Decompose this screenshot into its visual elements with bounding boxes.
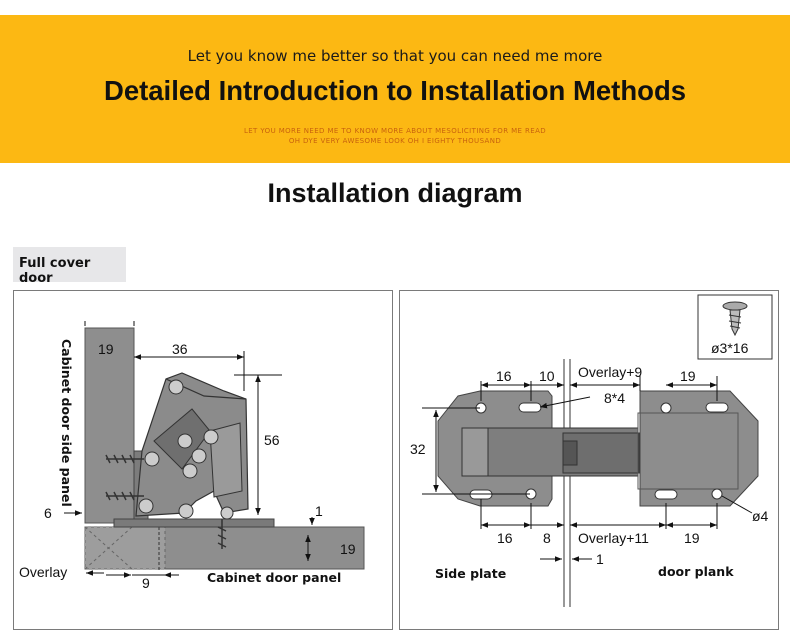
banner-small-text-2: OH DYE VERY AWESOME LOOK OH I EIGHTY THOUSAND	[288, 137, 502, 145]
dim-36: 36	[172, 341, 188, 357]
dim-56: 56	[264, 432, 280, 448]
hinge-diagram-panel	[13, 290, 393, 630]
hasp-diagram-panel	[399, 290, 779, 630]
screw-spec: ø3*16	[711, 340, 749, 356]
dim-bot-overlay: Overlay+11	[578, 530, 649, 546]
side-plate-label: Side plate	[435, 566, 507, 581]
dim-9: 9	[142, 575, 150, 591]
overlay-label: Overlay	[19, 564, 68, 580]
dim-1: 1	[315, 503, 323, 519]
dim-height-32: 32	[410, 441, 426, 457]
dim-19-side: 19	[340, 541, 356, 557]
screw-icon	[723, 302, 747, 310]
side-panel-label: Cabinet door side panel	[59, 339, 74, 507]
dim-slot: 8*4	[604, 390, 626, 406]
header-banner	[0, 15, 790, 163]
dim-bot-8: 8	[543, 530, 551, 546]
banner-small-text-1: LET YOU MORE NEED ME TO KNOW MORE ABOUT MESOLICITING FOR ME READ	[243, 127, 547, 135]
door-type-label: Full cover door	[19, 256, 91, 286]
section-title: Installation diagram	[267, 178, 523, 208]
side-panel-shape	[85, 328, 134, 523]
dim-top-10: 10	[539, 368, 555, 384]
hinge-diagram	[14, 291, 392, 629]
dim-19-top: 19	[98, 341, 114, 357]
dim-bot-19: 19	[684, 530, 700, 546]
dim-top-19: 19	[680, 368, 696, 384]
dim-6: 6	[44, 505, 52, 521]
door-type-tag	[13, 247, 126, 286]
dim-bot-16: 16	[497, 530, 513, 546]
dim-top-overlay: Overlay+9	[578, 364, 643, 380]
dim-top-16: 16	[496, 368, 512, 384]
dim-gap-1: 1	[596, 551, 604, 567]
dim-hole: ø4	[752, 508, 769, 524]
door-plank-label: door plank	[658, 564, 734, 579]
door-panel-label: Cabinet door panel	[207, 570, 342, 585]
banner-title: Detailed Introduction to Installation Methods	[103, 75, 687, 106]
banner-subtitle: Let you know me better so that you can need me more	[187, 47, 603, 65]
hasp-diagram	[400, 291, 778, 629]
